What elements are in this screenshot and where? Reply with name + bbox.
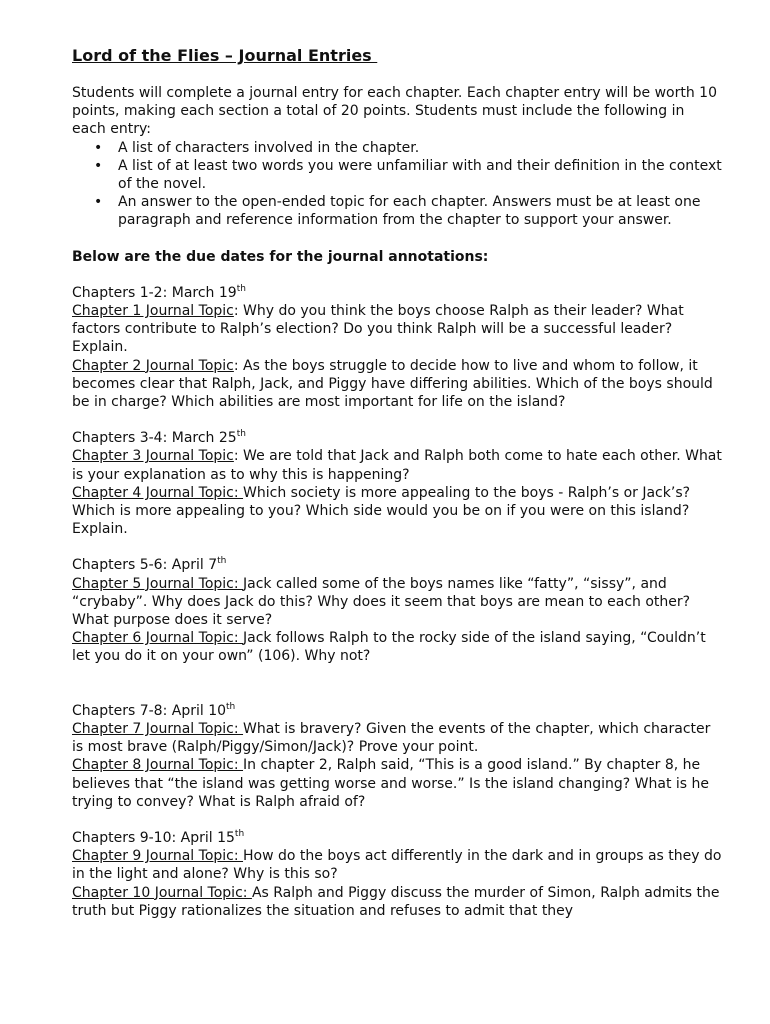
ordinal-suffix: th xyxy=(236,283,246,294)
journal-topic xyxy=(72,357,722,412)
topic-label: Chapter 8 Journal Topic: xyxy=(72,757,244,774)
intro-paragraph: Students will complete a journal entry for each chapter. Each chapter entry will be worth 10 points, making each section a total of 20 points. Students must include the following in each entry: xyxy=(72,85,717,138)
topic-label: Chapter 10 Journal Topic: xyxy=(72,884,252,901)
list-item xyxy=(72,193,722,229)
topic-text: As Ralph and Piggy discuss the murder of Simon, Ralph admits the truth but Piggy rationalizes the situation and refuses to admit that they xyxy=(72,884,720,919)
topic-label: Chapter 5 Journal Topic: xyxy=(72,575,244,592)
due-date-text: Chapters 9-10: April 15 xyxy=(72,829,235,846)
topic-text: : As the boys struggle to decide how to live and whom to follow, it becomes clear that Ralph, Jack, and Piggy have differing abilities. Which of the boys should be in charge? Which abilities are most important for life on the island? xyxy=(72,357,713,411)
due-date-group xyxy=(72,829,722,920)
journal-topic xyxy=(72,575,722,630)
bullet-icon: • xyxy=(94,194,103,211)
due-date-line xyxy=(72,829,722,847)
due-date-line xyxy=(72,556,722,574)
topic-text: Jack follows Ralph to the rocky side of the island saying, “Couldn’t let you do it on your own” (106). Why not? xyxy=(72,630,706,665)
topic-label: Chapter 3 Journal Topic xyxy=(72,448,234,465)
topic-label: Chapter 6 Journal Topic: xyxy=(72,630,244,647)
ordinal-suffix: th xyxy=(217,556,227,567)
list-item xyxy=(72,139,722,157)
journal-topic xyxy=(72,484,722,539)
requirements-list xyxy=(72,139,722,230)
ordinal-suffix: th xyxy=(234,828,245,839)
topic-label: Chapter 2 Journal Topic xyxy=(72,357,234,374)
due-date-group xyxy=(72,429,722,538)
topic-text: What is bravery? Given the events of the chapter, which character is most brave (Ralph/Piggy/Simon/Jack)? Prove your point. xyxy=(72,720,711,756)
journal-topic xyxy=(72,720,722,756)
journal-topic xyxy=(72,302,722,357)
due-date-line xyxy=(72,702,722,720)
topic-text: How do the boys act differently in the dark and in groups as they do in the light and alone? Why is this so? xyxy=(72,848,722,883)
topic-text: : Why do you think the boys choose Ralph as their leader? What factors contribute to Ralph’s election? Do you think Ralph will be a successful leader? Explain. xyxy=(72,303,684,356)
topic-text: : We are told that Jack and Ralph both come to hate each other. What is your explanation as to why this is happening? xyxy=(72,448,722,483)
due-dates-heading: Below are the due dates for the journal annotations: xyxy=(72,248,489,265)
topic-text: In chapter 2, Ralph said, “This is a good island.” By chapter 8, he believes that “the island was getting worse and worse.” Is the island changing? What is he trying to convey? What is Ralph afraid of? xyxy=(72,757,710,810)
journal-topic xyxy=(72,847,722,883)
due-date-line xyxy=(72,429,722,447)
topic-label: Chapter 1 Journal Topic xyxy=(72,303,234,320)
list-item xyxy=(72,157,722,193)
due-date-text: Chapters 1-2: March 19 xyxy=(72,284,237,301)
due-date-group xyxy=(72,556,722,665)
requirement-text: A list of at least two words you were unfamiliar with and their definition in the context of the novel. xyxy=(118,157,722,193)
requirement-text: An answer to the open-ended topic for each chapter. Answers must be at least one paragraph and reference information from the chapter to support your answer. xyxy=(118,194,701,229)
ordinal-suffix: th xyxy=(226,701,236,712)
due-date-line xyxy=(72,284,722,302)
ordinal-suffix: th xyxy=(236,429,246,440)
topic-label: Chapter 9 Journal Topic: xyxy=(72,848,244,865)
document-page xyxy=(72,46,722,938)
topic-text: Which society is more appealing to the boys - Ralph’s or Jack’s? Which is more appealing to you? Which side would you be on if you were on this island? Explain. xyxy=(72,484,691,538)
due-date-group xyxy=(72,702,722,811)
topic-text: Jack called some of the boys names like “fatty”, “sissy”, and “crybaby”. Why does Jack do this? Why does it seem that boys are mean to each other? What purpose does it serve? xyxy=(72,575,691,629)
journal-topic xyxy=(72,756,722,811)
journal-topic xyxy=(72,629,722,665)
due-date-text: Chapters 3-4: March 25 xyxy=(72,430,237,447)
journal-topic xyxy=(72,447,722,483)
journal-topic xyxy=(72,884,722,920)
due-date-group xyxy=(72,284,722,411)
document-title: Lord of the Flies – Journal Entries xyxy=(72,46,378,65)
due-date-text: Chapters 5-6: April 7 xyxy=(72,557,218,574)
requirement-text: A list of characters involved in the chapter. xyxy=(118,139,420,156)
bullet-icon: • xyxy=(94,157,103,174)
due-date-text: Chapters 7-8: April 10 xyxy=(72,702,227,719)
bullet-icon: • xyxy=(94,139,103,156)
topic-label: Chapter 7 Journal Topic: xyxy=(72,720,244,737)
topic-label: Chapter 4 Journal Topic: xyxy=(72,484,244,501)
